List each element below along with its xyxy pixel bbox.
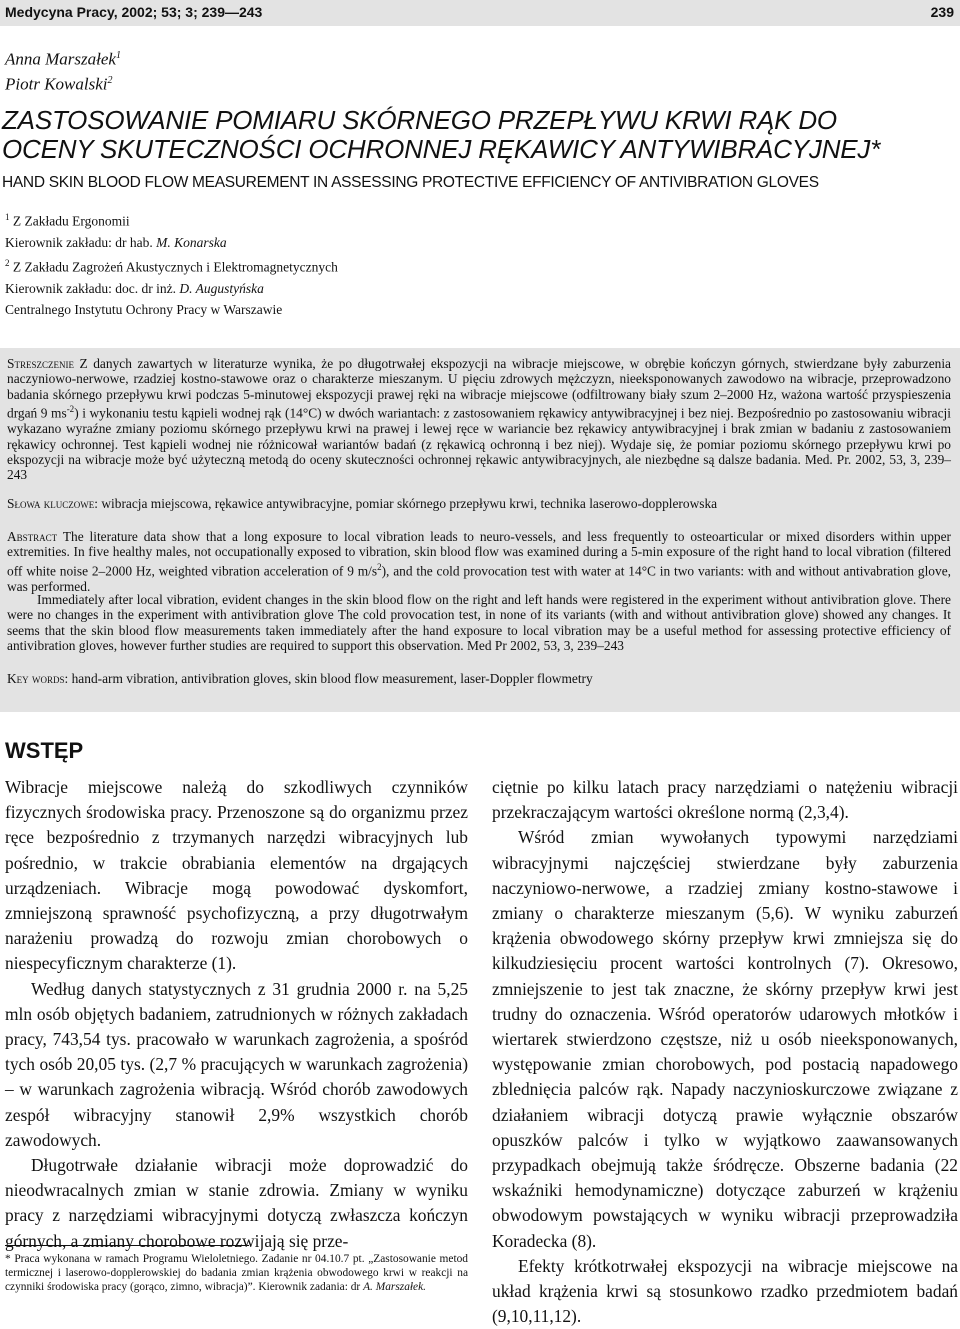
affiliations	[5, 207, 338, 320]
journal-header-bar	[0, 0, 960, 26]
article-title-polish	[2, 106, 960, 164]
footnote: * Praca wykonana w ramach Programu Wieloletniego. Zadanie nr 04.10.7 pt. „Zastosowanie metod termicznej i laserowo-dopplerowskiej do badania zmian krążenia obwodowego krwi w reakcji na czynniki środowiska pracy (gorąco, zimno, wibracja)”. Kierownik zadania: dr A. Marszałek.	[5, 1253, 468, 1293]
body-paragraph: Efekty krótkotrwałej ekspozycji na wibracje miejscowe na układ krążenia krwi są stosunkowo rzadko przedmiotem badań (9,10,11,12).	[492, 1255, 958, 1327]
affiliation-1: $^1$ Z Zakładu Ergonomii	[5, 212, 130, 229]
body-column-left	[5, 775, 468, 1254]
body-paragraph: Wibracje miejscowe należą do szkodliwych czynników fizycznych środowiska pracy. Przenoszone są do organizmu przez ręce bezpośrednio z trzymanych narzędzi wibracyjnych lub pośrednio, w trakcie obrabiania elementów na drgających urządzeniach. Wibracje mogą powodować dyskomfort, zmniejszoną sprawność psychofizyczną, a przy długotrwałym narażeniu prowadzą do rozwoju zmian chorobowych o niespecyficznym charakterze (1).	[5, 777, 468, 974]
institute-name: Centralnego Instytutu Ochrony Pracy w Warszawie	[5, 301, 283, 317]
author-2: Piotr Kowalski$^2$	[5, 74, 113, 94]
page-number: 239	[930, 4, 954, 20]
abstract-english-paragraph-2: Immediately after local vibration, evident changes in the skin blood flow on the right and left hands were registered in the experiment without antivibration glove. There were no changes in the experiment with antivibration glove The cold provocation test, in none of its variants (with and without antivibration glove) showed any changes. It seems that the skin blood flow measurements taken immediately after the hand exposure to local vibration may be a useful method for assessing protective efficiency of antivibration gloves, however further studies are required to support this observation. Med Pr 2002, 53, 3, 239–243	[7, 592, 951, 654]
section-heading: WSTĘP	[5, 738, 84, 763]
article-title-english: HAND SKIN BLOOD FLOW MEASUREMENT IN ASSESSING PROTECTIVE EFFICIENCY OF ANTIVIBRATION GLOVES	[2, 174, 819, 191]
affiliation-2-head: Kierownik zakładu: doc. dr inż. D. Augustyńska	[5, 280, 264, 296]
body-column-right	[492, 775, 958, 1329]
title-line-1: ZASTOSOWANIE POMIARU SKÓRNEGO PRZEPŁYWU KRWI RĄK DO	[2, 105, 837, 135]
abstract-polish: Streszczenie Z danych zawartych w literaturze wynika, że po długotrwałej ekspozycji na wibracje miejscowe, w obrębie kończyn górnych, stwierdzane były zaburzenia naczyniowo-nerwowe, rzadziej kostno-stawowe oraz o charakterze mieszanym. U pięciu zdrowych mężczyzn, nieeksponowanych zawodowo na wibracje, przeprowadzono badania skórnego przepływu krwi podczas 5-minutowej ekspozycji prawej ręki na wibracje miejscowe (odfiltrowany biały szum 2–2000 Hz, ważona wartość przyspieszenia drgań 9 $ms^{-2}$) i wykonaniu testu kąpieli wodnej rąk (14°C) w dwóch wariantach: z zastosowaniem rękawicy antywibracyjnej i bez niej. Bezpośrednio po zastosowaniu wibracji wykazano wyraźne zmiany poziomu skórnego przepływu krwi na prawej i lewej ręce w wariancie bez rękawicy antywibracyjnej i brak zmian w badaniu z zastosowaniem rękawicy ochronnej. Test kąpieli wodnej nie różnicował wariantów badań (z rękawicą ochronną i bez niej). Wydaje się, że pomiar poziomu skórnego przepływu krwi po ekspozycji na wibracje może być użyteczną metodą do oceny skuteczności ochronnej rękawic antywibracyjnych, ale niezbędne są dalsze badania. Med. Pr. 2002, 53, 3, 239–243	[7, 356, 951, 483]
affiliation-2: $^2$ Z Zakładu Zagrożeń Akustycznych i Elektromagnetycznych	[5, 257, 338, 275]
footnote-divider	[5, 1245, 249, 1246]
keywords-polish-label: Słowa kluczowe:	[7, 496, 98, 511]
body-paragraph: Długotrwałe działanie wibracji może doprowadzić do nieodwracalnych zmian w stanie zdrowia. Zmiany w wyniku pracy z narzędziami wibracyjnymi dotyczą zwłaszcza kończyn górnych, a zmiany chorobowe rozwijają się prze-	[5, 1155, 468, 1251]
author-list	[5, 45, 121, 94]
abstract-english: Abstract The literature data show that a long exposure to local vibration leads to neuro-vessels, and less frequently to osteoarticular or mixed disorders within upper extremities. In five healthy males, not occupationally exposed to vibration, skin blood flow was examined during a 5-min exposure of the right hand to local vibration (filtered off white noise 2–2000 Hz, weighted vibration acceleration of 9 $m/s^2$), and the cold provocation test with water at 14°C in two variants: with and without antivabration glove, was performed.	[7, 529, 952, 594]
keywords-english-label: Key words:	[7, 671, 69, 686]
abstract-box	[0, 348, 960, 712]
keywords-polish: Słowa kluczowe: wibracja miejscowa, rękawice antywibracyjne, pomiar skórnego przepływu krwi, technika laserowo-dopplerowska	[7, 496, 718, 511]
journal-citation: Medycyna Pracy, 2002; 53; 3; 239—243	[5, 4, 263, 20]
affiliation-1-head: Kierownik zakładu: dr hab. M. Konarska	[5, 234, 227, 250]
title-line-2: OCENY SKUTECZNOŚCI OCHRONNEJ RĘKAWICY ANTYWIBRACYJNEJ*	[2, 134, 881, 164]
body-paragraph: Wśród zmian wywołanych typowymi narzędziami wibracyjnymi najczęściej stwierdzane były zaburzenia naczyniowo-nerwowe, a rzadziej zmiany kostno-stawowe i zmiany o charakterze mieszanym (5,6). W wyniku zaburzeń krążenia obwodowego skórny przepływ krwi zmniejsza się do kilkudziesięciu procent wartości kontrolnych (7). Okresowo, zmniejszenie to jest tak znaczne, że skórny przepływ krwi jest trudny do oznaczenia. Wśród operatorów udarowych młotków i wiertarek stwierdzono częstsze, niż u osób nieeksponowanych, występowanie zmian chorobowych, pod postacią napadowego zblednięcia palców rąk. Napady naczynioskurczowe związane z działaniem wibracji dotyczą prawie wyłącznie obszarów opuszków palców i tylko w wyjątkowo zaawansowanych przypadkach obejmują także śródręcze. Obszerne badania (22 wskaźniki hemodynamiczne) dotyczące zaburzeń w krążeniu obwodowym powstających w wyniku wibracji przeprowadziła Koradecka (8).	[492, 827, 958, 1251]
abstract-polish-label: Streszczenie	[7, 356, 74, 371]
keywords-english: Key words: hand-arm vibration, antivibration gloves, skin blood flow measurement, laser-Doppler flowmetry	[7, 671, 593, 686]
body-paragraph: Według danych statystycznych z 31 grudnia 2000 r. na 5,25 mln osób objętych badaniem, zatrudnionych w różnych zakładach pracy, 743,54 tys. pracowało w warunkach zagrożenia, a spośród tych osób 20,05 tys. (2,7 % pracujących w warunkach zagrożenia) – w warunkach zagrożenia wibracją. Wśród chorób zawodowych zespół wibracyjny stanowił 2,9% wszystkich chorób zawodowych.	[5, 978, 468, 1150]
body-paragraph: ciętnie po kilku latach pracy narzędziami o natężeniu wibracji przekraczającym wartości określone normą (2,3,4).	[492, 777, 958, 823]
author-1: Anna Marszałek$^1$	[5, 49, 121, 69]
abstract-english-label: Abstract	[7, 529, 58, 544]
